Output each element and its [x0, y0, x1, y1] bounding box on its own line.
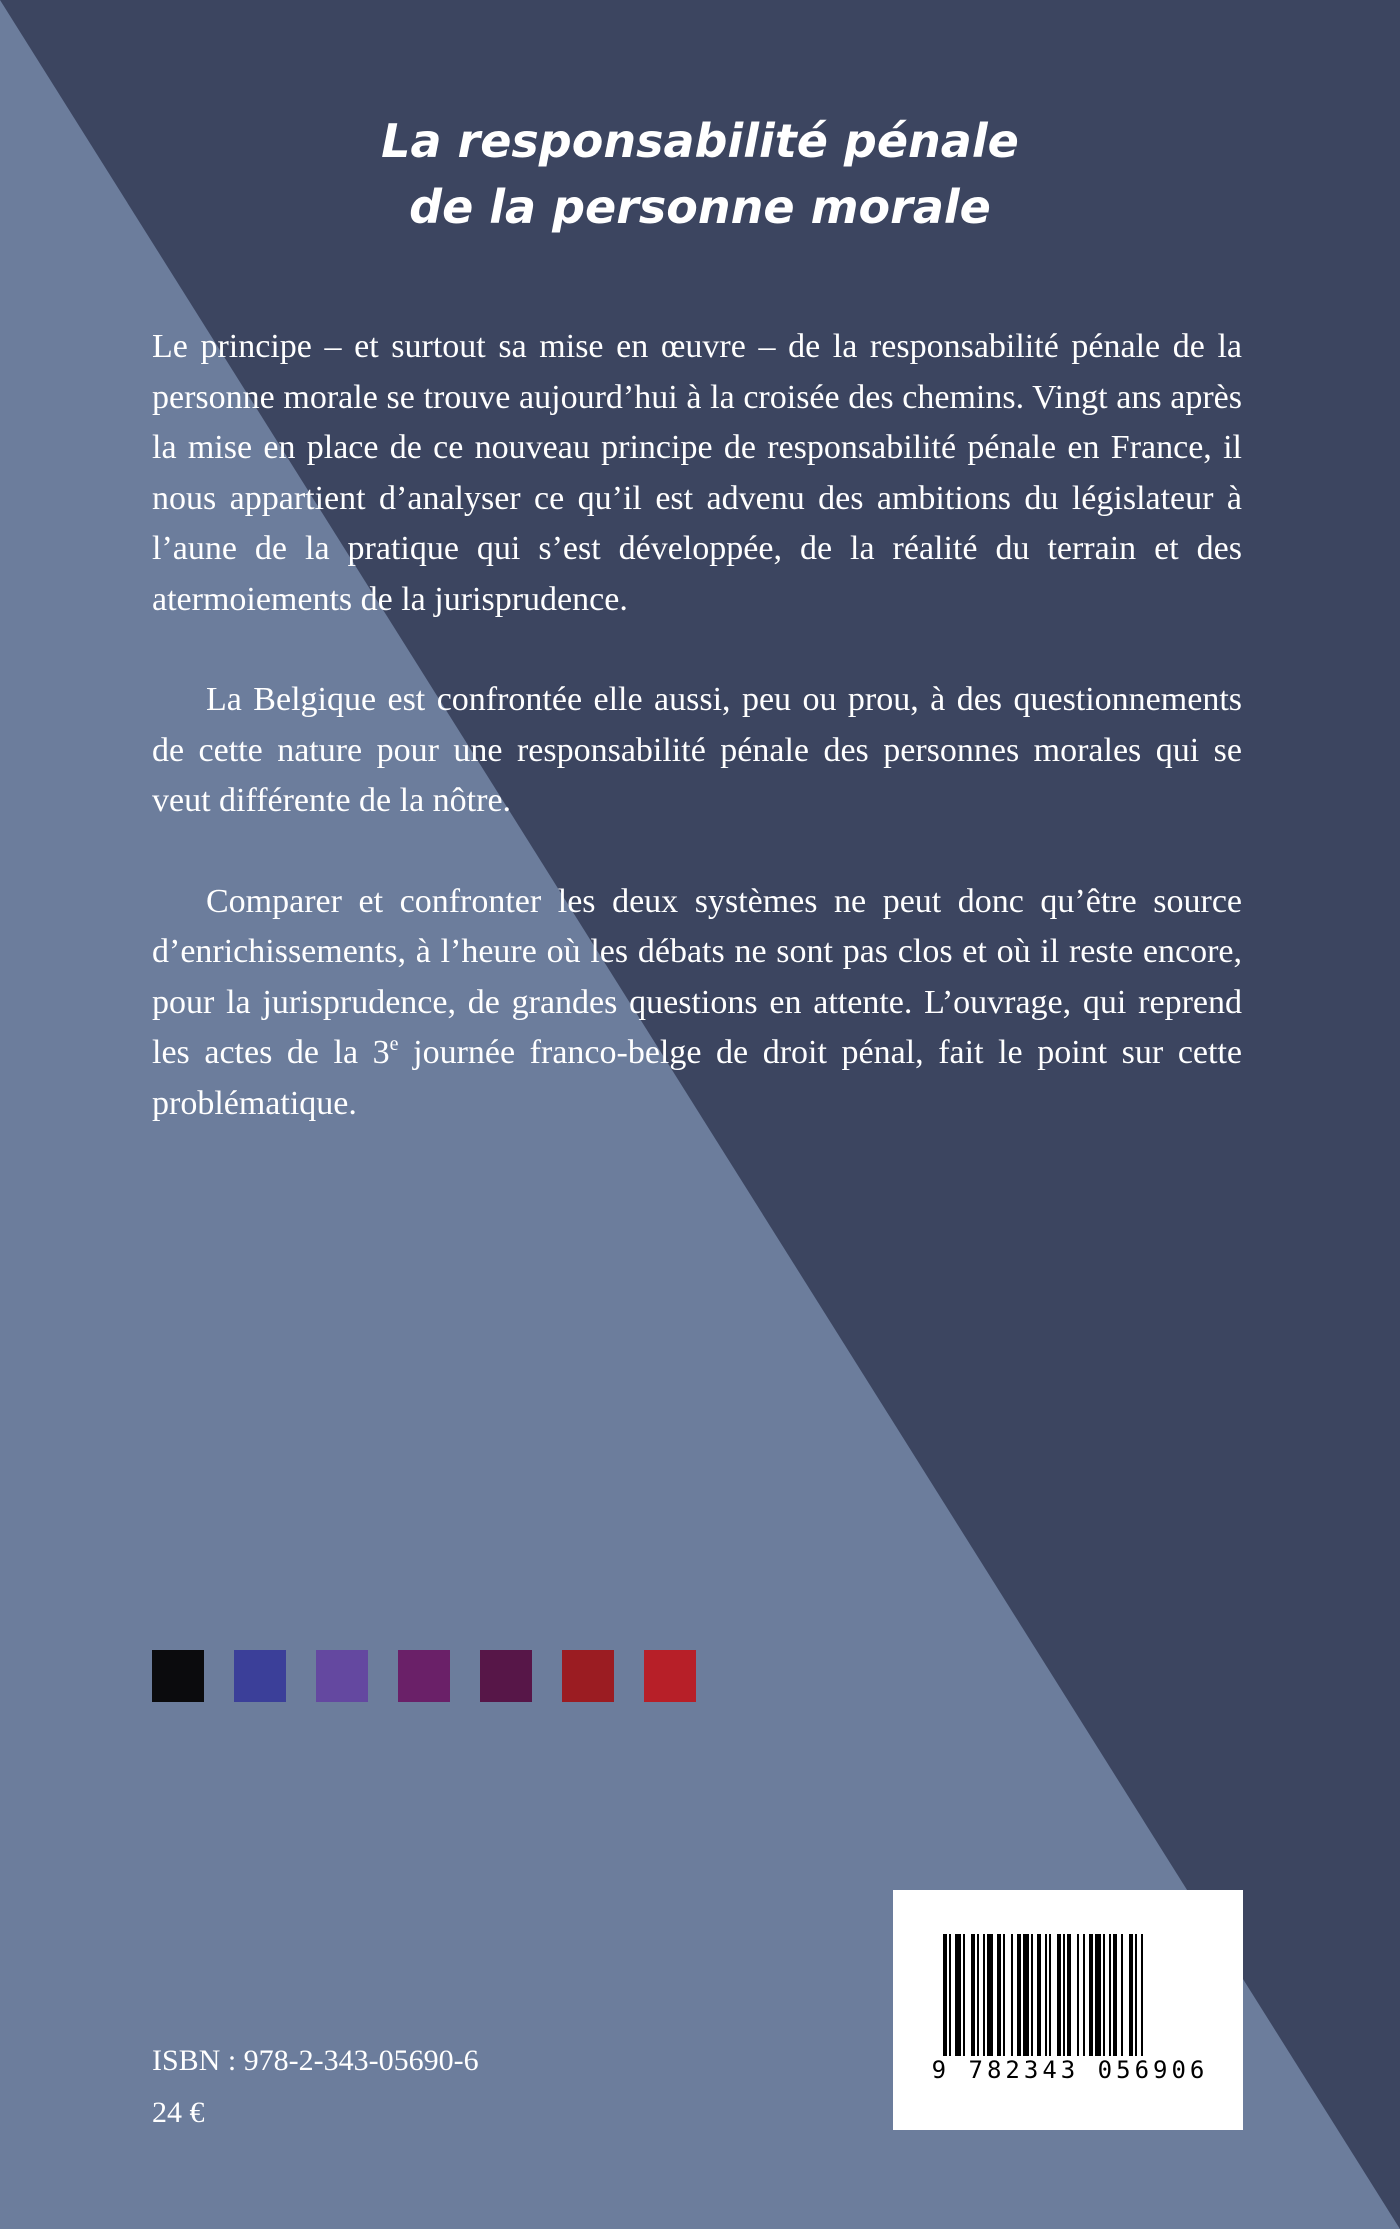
barcode-icon: [943, 1934, 1193, 2056]
color-swatch: [644, 1650, 696, 1702]
barcode-panel: [893, 1890, 1243, 2130]
barcode-bar: [1057, 1934, 1061, 2056]
barcode-bar: [1049, 1934, 1051, 2056]
blurb-paragraph-3-part-a: Comparer et confronter les deux systèmes ne peut donc qu’être source d’enrichissements, à l’heure où les débats ne sont pas clos et où il reste encore, pour la jurisprudence, de grandes questions en attente. L’ouvrage, qui reprend les actes de la 3: [152, 882, 1242, 1071]
book-title-line-2: de la personne morale: [409, 180, 991, 234]
ordinal-superscript: e: [389, 1033, 399, 1055]
blurb-paragraph-3: [152, 877, 1242, 1130]
barcode-bar: [997, 1934, 1001, 2056]
barcode-bar: [1109, 1934, 1111, 2056]
barcode-bar: [955, 1934, 961, 2056]
color-swatch: [316, 1650, 368, 1702]
barcode-bar: [1077, 1934, 1079, 2056]
barcode-bar: [1067, 1934, 1071, 2056]
price-text: 24 €: [152, 2096, 205, 2129]
blurb-paragraph-2: La Belgique est confrontée elle aussi, peu ou prou, à des questionnements de cette nature pour une responsabilité pénale des personnes morales qui se veut différente de la nôtre.: [152, 681, 1242, 819]
barcode-bar: [1037, 1934, 1041, 2056]
color-swatch: [234, 1650, 286, 1702]
barcode-bar: [971, 1934, 975, 2056]
barcode-digits: 9 782343 056906: [931, 2056, 1209, 2084]
book-title-line-1: La responsabilité pénale: [381, 114, 1019, 168]
blurb-paragraph-1: Le principe – et surtout sa mise en œuvre – de la responsabilité pénale de la personne morale se trouve aujourd’hui à la croisée des chemins. Vingt ans après la mise en place de ce nouveau principe de responsabilité pénale en France, il nous appartient d’analyser ce qu’il est advenu des ambitions du législateur à l’aune de la pratique qui s’est développée, de la réalité du terrain et des atermoiements de la jurisprudence.: [152, 328, 1242, 618]
barcode-bar: [1113, 1934, 1117, 2056]
barcode-bar: [1135, 1934, 1137, 2056]
color-swatch: [152, 1650, 204, 1702]
color-swatch: [562, 1650, 614, 1702]
back-cover-blurb: [152, 322, 1242, 1179]
barcode-bar: [1089, 1934, 1093, 2056]
color-swatch: [398, 1650, 450, 1702]
isbn-text: ISBN : 978-2-343-05690-6: [152, 2044, 479, 2077]
barcode-bar: [1129, 1934, 1133, 2056]
book-title: [0, 108, 1400, 240]
barcode-bar: [1121, 1934, 1123, 2056]
barcode-bar: [1017, 1934, 1021, 2056]
barcode-bar: [1031, 1934, 1033, 2056]
barcode-bar: [987, 1934, 993, 2056]
barcode-bar: [1023, 1934, 1029, 2056]
barcode-bar: [1045, 1934, 1047, 2056]
barcode-bar: [1095, 1934, 1101, 2056]
barcode-bar: [977, 1934, 979, 2056]
blurb-paragraph-3-part-b: journée franco-belge de droit pénal, fait le point sur cette problématique.: [152, 1034, 1242, 1122]
barcode-bar: [1141, 1934, 1143, 2056]
barcode-bar: [1003, 1934, 1005, 2056]
barcode-bar: [963, 1934, 965, 2056]
barcode-bar: [1103, 1934, 1105, 2056]
barcode-bar: [1083, 1934, 1085, 2056]
barcode-bar: [949, 1934, 951, 2056]
barcode-bar: [1063, 1934, 1065, 2056]
barcode-bar: [983, 1934, 985, 2056]
color-swatch: [480, 1650, 532, 1702]
barcode-bar: [943, 1934, 947, 2056]
barcode-bar: [1011, 1934, 1013, 2056]
